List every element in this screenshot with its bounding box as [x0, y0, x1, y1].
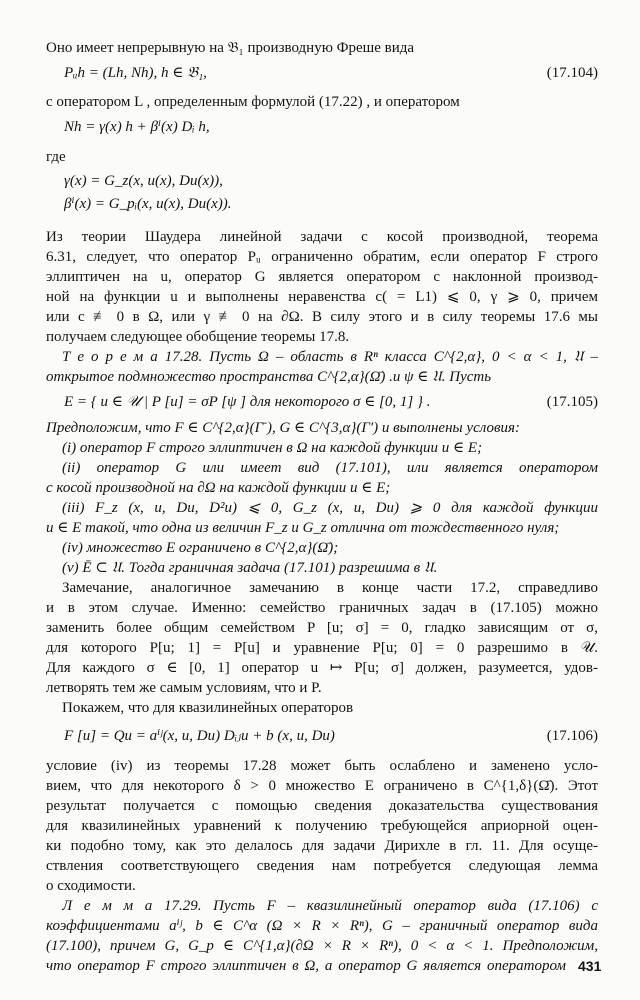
text-line: эллиптичен на u, оператор G является оператором с наклонной производ-	[46, 269, 598, 285]
equation-number: (17.106)	[546, 728, 598, 744]
theorem-line: с косой производной на ∂Ω на каждой функции u ∈ E;	[46, 480, 391, 496]
text-line: Замечание, аналогичное замечанию в конце части 17.2, справедливо	[62, 580, 598, 596]
equation-number: (17.104)	[546, 65, 598, 81]
theorem-line: u ∈ E такой, что одна из величин F_z и G_z отлична от тождественного нуля;	[46, 520, 560, 536]
equation-line: F [u] = Qu = aⁱʲ(x, u, Du) Dᵢⱼu + b (x, u, Du)	[64, 728, 335, 744]
equation-line: γ(x) = G_z(x, u(x), Du(x)),	[64, 173, 223, 189]
theorem-line: (iii) F_z (x, u, Du, D²u) ⩽ 0, G_z (x, u, Du) ⩾ 0 для каждой функции	[62, 500, 598, 516]
text-line: летворять тем же самым условиям, что и P.	[46, 680, 322, 696]
page-number: 431	[578, 958, 602, 974]
text-line: условие (iv) из теоремы 17.28 может быть ослаблено и заменено усло-	[46, 758, 598, 774]
text-line: Для каждого σ ∈ [0, 1] оператор u ↦ P[u; σ] должен, разумеется, удов-	[46, 660, 598, 676]
lemma-line: коэффициентами aⁱʲ, b ∈ C^α (Ω × R × Rⁿ), G – граничный оператор вида	[46, 918, 598, 934]
text-line: результат получается с помощью сведения доказательства существования	[46, 798, 598, 814]
theorem-line: открытое подмножество пространства C^{2,α}(Ω̄) .и ψ ∈ 𝔘. Пусть	[46, 369, 492, 385]
text-line: Оно имеет непрерывную на 𝔅₁ производную Фреше вида	[46, 40, 415, 56]
theorem-line: (ii) оператор G или имеет вид (17.101), или является оператором	[62, 460, 598, 476]
text-line: с оператором L , определенным формулой (17.22) , и оператором	[46, 94, 460, 110]
text-line: получаем следующее обобщение теоремы 17.8.	[46, 329, 350, 345]
equation-number: (17.105)	[546, 394, 598, 410]
lemma-line: Л е м м а 17.29. Пусть F – квазилинейный оператор вида (17.106) с	[62, 898, 598, 914]
equation-line: Pᵤh = (Lh, Nh), h ∈ 𝔅₁,	[64, 65, 207, 81]
equation-line: βⁱ(x) = G_pᵢ(x, u(x), Du(x)).	[64, 196, 232, 212]
lemma-line: (17.100), причем G, G_p ∈ C^{1,α}(∂Ω × R × Rⁿ), 0 < α < 1. Предположим,	[46, 938, 598, 954]
text-line: Из теории Шаудера линейной задачи с косой производной, теорема	[46, 229, 598, 245]
text-line: ной на функции u и выполнены неравенства c( = L1) ⩽ 0, γ ⩾ 0, причем	[46, 289, 598, 305]
text-line: или c ≢ 0 в Ω, или γ ≢ 0 на ∂Ω. В силу этого и в силу теоремы 17.6 мы	[46, 309, 598, 325]
text-line: и в этом случае. Именно: семейство граничных задач в (17.105) можно	[46, 600, 598, 616]
text-line: о сходимости.	[46, 878, 136, 894]
equation-line: Nh = γ(x) h + βⁱ(x) Dᵢ h,	[64, 119, 210, 135]
text-line: ствления соответствующего сведения нам потребуется следующая лемма	[46, 858, 598, 874]
text-line: 6.31, следует, что оператор Pᵤ ограниченно обратим, если оператор F строго	[46, 249, 598, 265]
text-line: Покажем, что для квазилинейных операторов	[62, 700, 354, 716]
theorem-line: (iv) множество E ограничено в C^{2,α}(Ω̄);	[62, 540, 339, 556]
lemma-line: что оператор F строго эллиптичен в Ω, а оператор G является оператором	[46, 958, 566, 974]
text-line: заменить более общим семейством P [u; σ] = 0, гладко зависящим от σ,	[46, 620, 598, 636]
theorem-line: (v) Ē ⊂ 𝔘. Тогда граничная задача (17.101) разрешима в 𝔘.	[62, 560, 438, 576]
theorem-line: (i) оператор F строго эллиптичен в Ω на каждой функции u ∈ E;	[62, 440, 483, 456]
text-line: вием, что для некоторого δ > 0 множество E ограничено в C^{1,δ}(Ω̄). Этот	[46, 778, 598, 794]
theorem-line: Предположим, что F ∈ C^{2,α}(Γ̄ ), G ∈ C^{3,α}(Γ′) и выполнены условия:	[46, 420, 520, 436]
text-line: ки подобно тому, как это делалось для задачи Дирихле в гл. 11. Для осуще-	[46, 838, 598, 854]
text-line: для которого P[u; 1] = P[u] и уравнение P[u; 0] = 0 разрешимо в 𝒰.	[46, 640, 598, 656]
equation-line: E = { u ∈ 𝒰 | P [u] = σP [ψ ] для некоторого σ ∈ [0, 1] } .	[64, 394, 431, 410]
theorem-line: Т е о р е м а 17.28. Пусть Ω – область в Rⁿ класса C^{2,α}, 0 < α < 1, 𝔘 –	[62, 349, 598, 365]
text-line: где	[46, 149, 66, 165]
text-line: для квазилинейных уравнений к получению требующейся априорной оцен-	[46, 818, 598, 834]
